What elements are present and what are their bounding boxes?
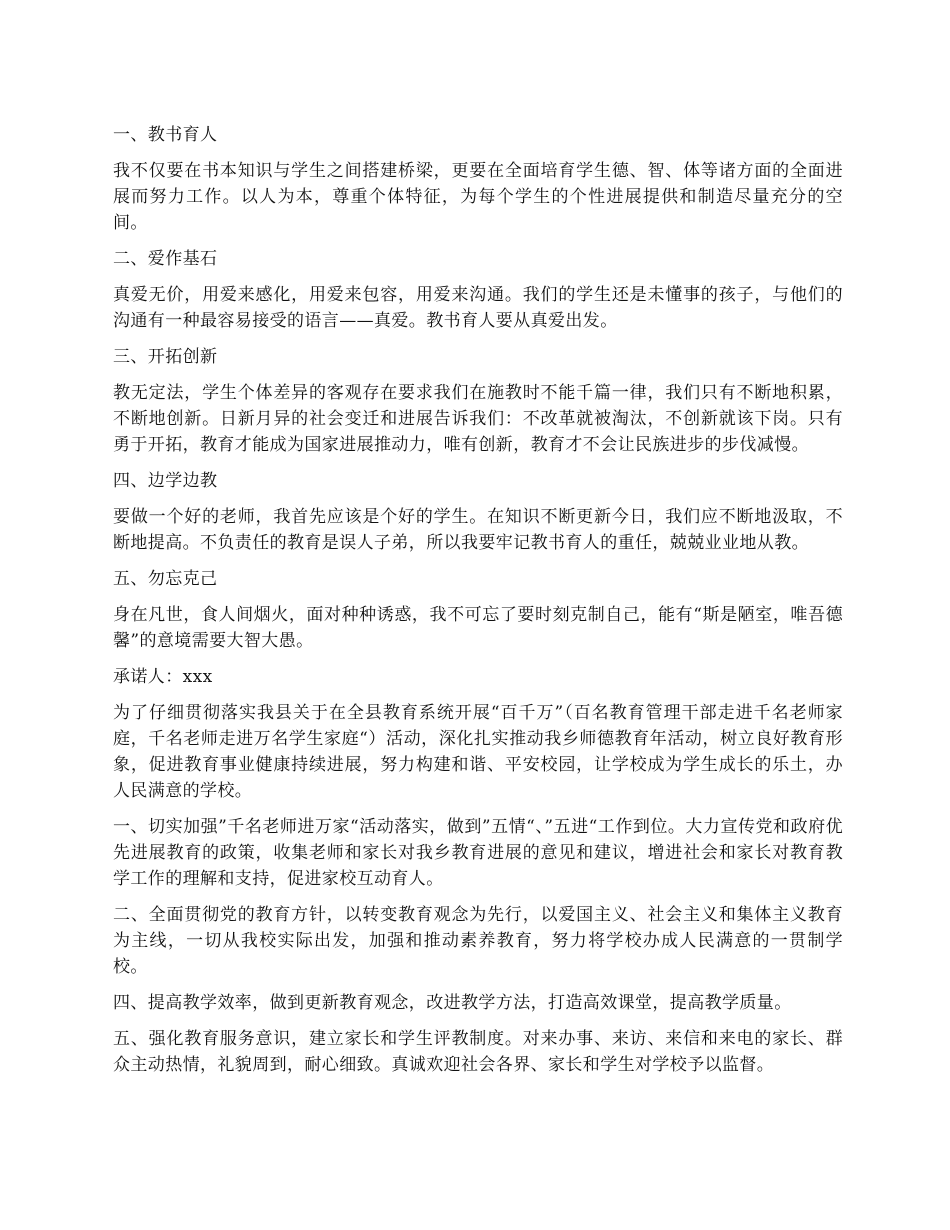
section-heading-learning: 四、边学边教	[113, 471, 218, 491]
paragraph-love: 真爱无价，用爱来感化，用爱来包容，用爱来沟通。我们的学生还是未懂事的孩子，与他们的沟通有一种最容易接受的语言——真爱。教书育人要从真爱出发。	[113, 285, 843, 331]
paragraph-teaching: 我不仅要在书本知识与学生之间搭建桥梁，更要在全面培育学生德、智、体等诸方面的全面进展而努力工作。以人为本，尊重个体特征，为每个学生的个性进展提供和制造尽量充分的空间。	[113, 161, 843, 233]
paragraph-learning: 要做一个好的老师，我首先应该是个好的学生。在知识不断更新今日，我们应不断地汲取，不断地提高。不负责任的教育是误人子弟，所以我要牢记教书育人的重任，兢兢业业地从教。	[113, 507, 843, 553]
paragraph-innovation: 教无定法，学生个体差异的客观存在要求我们在施教时不能千篇一律，我们只有不断地积累，不断地创新。日新月异的社会变迁和进展告诉我们：不改革就被淘汰，不创新就该下岗。只有勇于开拓，教育才能成为国家进展推动力，唯有创新，教育才不会让民族进步的步伐减慢。	[113, 383, 843, 455]
paragraph-self-discipline: 身在凡世，食人间烟火，面对种种诱惑，我不可忘了要时刻克制自己，能有“斯是陋室，唯吾德馨”的意境需要大智大愚。	[113, 605, 843, 651]
paragraph-item-one: 一、切实加强”千名老师进万家“活动落实，做到”五情“、”五进“工作到位。大力宣传党和政府优先进展教育的政策，收集老师和家长对我乡教育进展的意见和建议，增进社会和家长对教育教学工作的理解和支持，促进家校互动育人。	[113, 817, 843, 889]
section-heading-teaching: 一、教书育人	[113, 125, 218, 145]
section-heading-self-discipline: 五、勿忘克己	[113, 569, 218, 589]
paragraph-item-five: 五、强化教育服务意识，建立家长和学生评教制度。对来办事、来访、来信和来电的家长、群众主动热情，礼貌周到，耐心细致。真诚欢迎社会各界、家长和学生对学校予以监督。	[113, 1029, 843, 1075]
document-body	[113, 122, 843, 1088]
paragraph-campaign-intro: 为了仔细贯彻落实我县关于在全县教育系统开展“百千万”（百名教育管理干部走进千名老师家庭，千名老师走进万名学生家庭“）活动，深化扎实推动我乡师德教育年活动，树立良好教育形象，促进教育事业健康持续进展，努力构建和谐、平安校园，让学校成为学生成长的乐土，办人民满意的学校。	[113, 703, 843, 801]
section-heading-innovation: 三、开拓创新	[113, 347, 218, 367]
signature-line: 承诺人：xxx	[113, 667, 213, 687]
paragraph-item-four: 四、提高教学效率，做到更新教育观念，改进教学方法，打造高效课堂，提高教学质量。	[113, 993, 792, 1013]
section-heading-love: 二、爱作基石	[113, 249, 218, 269]
paragraph-item-two: 二、全面贯彻党的教育方针，以转变教育观念为先行，以爱国主义、社会主义和集体主义教育为主线，一切从我校实际出发，加强和推动素养教育，努力将学校办成人民满意的一贯制学校。	[113, 905, 843, 977]
